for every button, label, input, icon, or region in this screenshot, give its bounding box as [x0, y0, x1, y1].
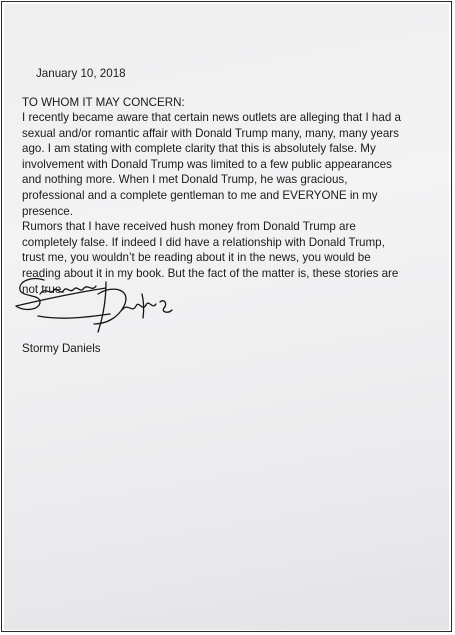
body-line: presence.	[22, 204, 73, 218]
body-line: reading about it in my book. But the fact of the matter is, these stories are	[22, 266, 399, 280]
letter-body	[22, 110, 401, 297]
body-line: completely false. If indeed I did have a relationship with Donald Trump,	[22, 235, 385, 249]
body-line: not true.	[22, 282, 65, 296]
letter-date: January 10, 2018	[36, 67, 126, 80]
handwritten-signature	[10, 272, 180, 340]
signature-name: Stormy Daniels	[22, 342, 101, 355]
body-line: ago. I am stating with complete clarity that this is absolutely false. My	[22, 142, 376, 156]
body-line: involvement with Donald Trump was limited to a few public appearances	[22, 157, 392, 171]
body-line: trust me, you wouldn’t be reading about it in the news, you would be	[22, 251, 371, 265]
body-line: professional and a complete gentleman to me and EVERYONE in my	[22, 188, 378, 202]
letter-salutation: TO WHOM IT MAY CONCERN:	[22, 96, 185, 109]
body-line: and nothing more. When I met Donald Trump, he was gracious,	[22, 173, 348, 187]
body-line: sexual and/or romantic affair with Donald Trump many, many, many years	[22, 126, 399, 140]
body-line: Rumors that I have received hush money from Donald Trump are	[22, 220, 356, 234]
body-line: I recently became aware that certain news outlets are alleging that I had a	[22, 111, 401, 124]
